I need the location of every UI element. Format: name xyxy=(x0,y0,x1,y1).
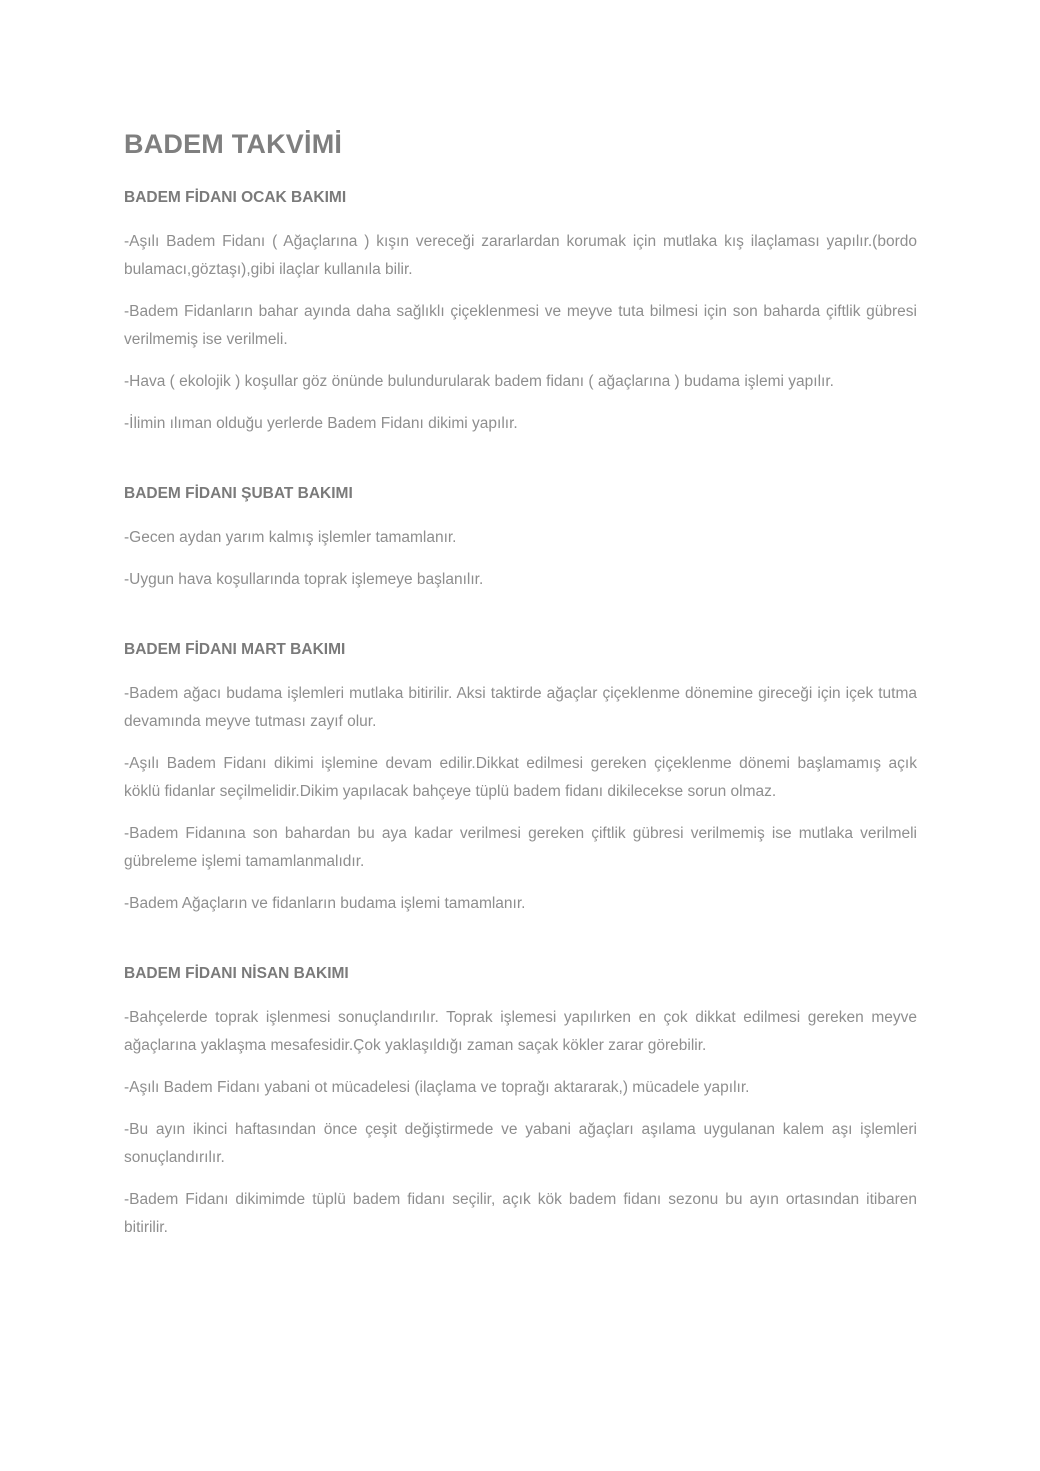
paragraph: -Gecen aydan yarım kalmış işlemler tamamlanır. xyxy=(124,529,457,546)
document-title: BADEM TAKVİMİ xyxy=(124,129,343,159)
paragraph: -Badem Ağaçların ve fidanların budama işlemi tamamlanır. xyxy=(124,895,526,912)
paragraph: -Badem Fidanı dikimimde tüplü badem fidanı seçilir, açık kök badem fidanı sezonu bu ayın ortasından itibaren bitirilir. xyxy=(124,1191,917,1236)
paragraph: -Aşılı Badem Fidanı yabani ot mücadelesi (ilaçlama ve toprağı aktararak,) mücadele yapılır. xyxy=(124,1079,750,1096)
paragraph: -Aşılı Badem Fidanı ( Ağaçlarına ) kışın vereceği zararlardan korumak için mutlaka kış ilaçlaması yapılır.(bordo bulamacı,göztaşı),gibi ilaçlar kullanıla bilir. xyxy=(124,233,917,278)
paragraph: -Badem Fidanına son bahardan bu aya kadar verilmesi gereken çiftlik gübresi verilmemiş ise mutlaka verilmeli gübreleme işlemi tamamlanmalıdır. xyxy=(124,825,917,870)
section-heading: BADEM FİDANI MART BAKIMI xyxy=(124,641,346,658)
section-heading: BADEM FİDANI ŞUBAT BAKIMI xyxy=(124,485,353,502)
paragraph: -Aşılı Badem Fidanı dikimi işlemine devam edilir.Dikkat edilmesi gereken çiçeklenme dönemi başlamamış açık köklü fidanlar seçilmelidir.Dikim yapılacak bahçeye tüplü badem fidanı dikilecekse sorun olmaz. xyxy=(124,755,917,800)
paragraph: -Bu ayın ikinci haftasından önce çeşit değiştirmede ve yabani ağaçları aşılama uygulanan kalem aşı işlemleri sonuçlandırılır. xyxy=(124,1121,917,1166)
section-heading: BADEM FİDANI NİSAN BAKIMI xyxy=(124,965,349,982)
paragraph: -Bahçelerde toprak işlenmesi sonuçlandırılır. Toprak işlemesi yapılırken en çok dikkat edilmesi gereken meyve ağaçlarına yaklaşma mesafesidir.Çok yaklaşıldığı zaman saçak kökler zarar görebilir. xyxy=(124,1009,917,1054)
paragraph: -Hava ( ekolojik ) koşullar göz önünde bulundurularak badem fidanı ( ağaçlarına ) budama işlemi yapılır. xyxy=(124,373,834,390)
paragraph: -Badem ağacı budama işlemleri mutlaka bitirilir. Aksi taktirde ağaçlar çiçeklenme dönemine gireceği için içek tutma devamında meyve tutması zayıf olur. xyxy=(124,685,917,730)
section-subat xyxy=(124,482,917,594)
section-ocak xyxy=(124,186,917,438)
paragraph: -Badem Fidanların bahar ayında daha sağlıklı çiçeklenmesi ve meyve tuta bilmesi için son baharda çiftlik gübresi verilmemiş ise verilmeli. xyxy=(124,303,917,348)
paragraph: -Uygun hava koşullarında toprak işlemeye başlanılır. xyxy=(124,571,484,588)
section-nisan xyxy=(124,962,917,1242)
section-mart xyxy=(124,638,917,918)
paragraph: -İlimin ılıman olduğu yerlerde Badem Fidanı dikimi yapılır. xyxy=(124,415,518,432)
section-heading: BADEM FİDANI OCAK BAKIMI xyxy=(124,189,347,206)
document-page xyxy=(124,122,917,1242)
